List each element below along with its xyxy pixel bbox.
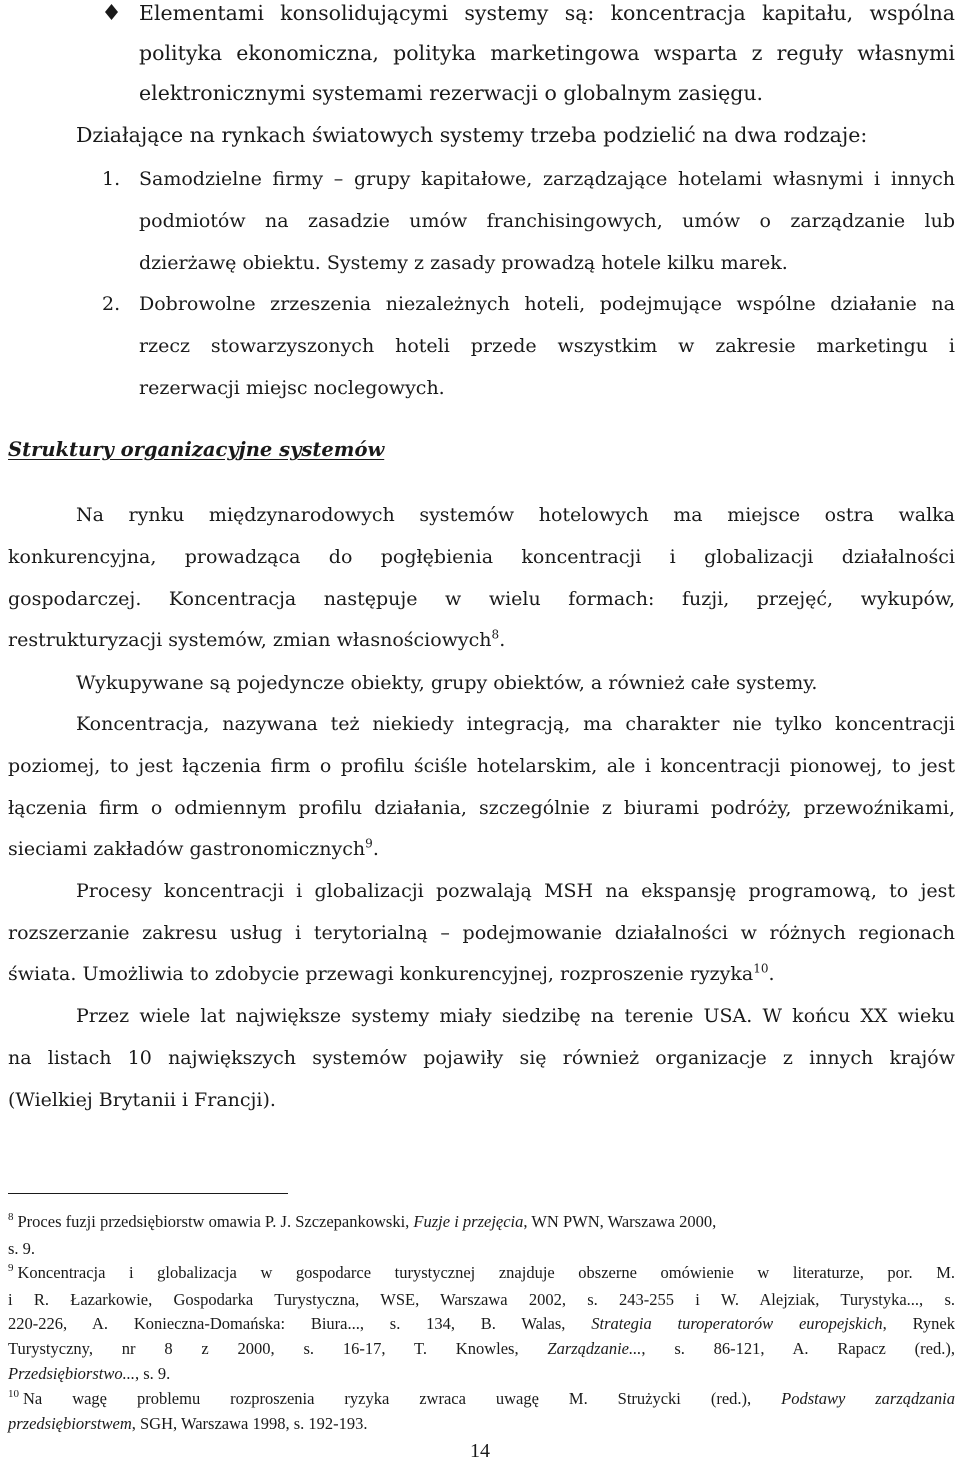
list-number: 2.: [102, 293, 121, 315]
text-line: (Wielkiej Brytanii i Francji).: [8, 1089, 276, 1111]
text-span: Na wagę problemu rozproszenia ryzyka zwraca uwagę M. Strużycki (red.),: [23, 1389, 782, 1408]
text-span: Zarządzanie...: [547, 1339, 642, 1358]
footnote-separator: [8, 1193, 288, 1194]
text-span: Fuzje i przejęcia: [413, 1212, 524, 1231]
bullet-line: Elementami konsolidującymi systemy są: koncentracja kapitału, wspólna: [139, 1, 955, 25]
text-span: , SGH, Warszawa 1998, s. 192-193.: [131, 1414, 368, 1433]
footnote-number: 9: [8, 1262, 14, 1274]
text-span: , s. 86-121, A. Rapacz (red.),: [641, 1339, 955, 1358]
text-line: Na rynku międzynarodowych systemów hotelowych ma miejsce ostra walka: [76, 504, 955, 526]
list-line: rzecz stowarzyszonych hoteli przede wszystkim w zakresie marketingu i: [139, 335, 955, 357]
footnote-line: [8, 1313, 955, 1334]
footnote-line: [8, 1413, 368, 1434]
text-span: Proces fuzji przedsiębiorstw omawia P. J. Szczepankowski,: [17, 1212, 414, 1231]
text-line: Koncentracja, nazywana też niekiedy integracją, ma charakter nie tylko koncentracji: [76, 713, 955, 735]
text-line: rozszerzanie zakresu usług i terytorialną – podejmowanie działalności w różnych regionach: [8, 922, 955, 944]
intro-line: Działające na rynkach światowych systemy trzeba podzielić na dwa rodzaje:: [76, 123, 868, 147]
text-span: Przedsiębiorstwo...: [8, 1364, 135, 1383]
text-line: Wykupywane są pojedyncze obiekty, grupy obiektów, a również całe systemy.: [76, 672, 818, 694]
text-line: łączenia firm o odmiennym profilu działania, szczególnie z biurami podróży, przewoźnikami,: [8, 797, 955, 819]
list-line: dzierżawę obiektu. Systemy z zasady prowadzą hotele kilku marek.: [139, 252, 788, 274]
text-line: konkurencyjna, prowadząca do pogłębienia koncentracji i globalizacji działalności: [8, 546, 955, 568]
text-line: Procesy koncentracji i globalizacji pozwalają MSH na ekspansję programową, to jest: [76, 880, 955, 902]
text-span: Koncentracja i globalizacja w gospodarce turystycznej znajduje obszerne omówienie w literaturze, por. M.: [17, 1263, 955, 1282]
page-number: 14: [470, 1440, 490, 1462]
footnote-ref: 10: [753, 961, 769, 976]
footnote-ref: 8: [491, 627, 500, 642]
text-span: restrukturyzacji systemów, zmian własnościowych: [8, 629, 492, 651]
list-line: podmiotów na zasadzie umów franchisingowych, umów o zarządzanie lub: [139, 210, 955, 232]
footnote-10: [8, 1388, 955, 1412]
text-span: .: [372, 838, 379, 860]
text-line: [8, 961, 775, 987]
footnote-number: 10: [8, 1388, 19, 1400]
footnote-8: [8, 1211, 716, 1235]
text-span: sieciami zakładów gastronomicznych: [8, 838, 366, 860]
text-span: , s. 9.: [134, 1364, 171, 1383]
text-line: poziomej, to jest łączenia firm o profilu ściśle hotelarskim, ale i koncentracji pionowej, to jest: [8, 755, 955, 777]
list-line: rezerwacji miejsc noclegowych.: [139, 377, 445, 399]
footnote-line: i R. Łazarkowie, Gospodarka Turystyczna, WSE, Warszawa 2002, s. 243-255 i W. Alejziak, Turystyka..., s.: [8, 1290, 955, 1309]
text-span: Turystyczny, nr 8 z 2000, s. 16-17, T. Knowles,: [8, 1339, 548, 1358]
footnote-line: [8, 1363, 170, 1384]
text-line: gospodarczej. Koncentracja następuje w wielu formach: fuzji, przejęć, wykupów,: [8, 588, 955, 610]
text-line: [8, 627, 505, 653]
diamond-bullet-icon: [105, 4, 118, 20]
list-line: Samodzielne firmy – grupy kapitałowe, zarządzające hotelami własnymi i innych: [139, 168, 955, 190]
footnote-line: s. 9.: [8, 1239, 36, 1258]
text-span: świata. Umożliwia to zdobycie przewagi konkurencyjnej, rozproszenie ryzyka: [8, 963, 754, 985]
footnote-ref: 9: [365, 836, 373, 851]
text-span: , Rynek: [882, 1314, 956, 1333]
section-heading: Struktury organizacyjne systemów: [8, 438, 385, 461]
text-span: Strategia turoperatorów europejskich: [591, 1314, 883, 1333]
text-line: [8, 836, 379, 862]
text-span: .: [768, 963, 775, 985]
text-span: .: [499, 629, 506, 651]
list-number: 1.: [102, 168, 121, 190]
footnote-line: [8, 1338, 955, 1359]
list-line: Dobrowolne zrzeszenia niezależnych hoteli, podejmujące wspólne działanie na: [139, 293, 955, 315]
footnote-9: [8, 1262, 955, 1286]
text-line: na listach 10 największych systemów pojawiły się również organizacje z innych krajów: [8, 1047, 955, 1069]
bullet-line: polityka ekonomiczna, polityka marketingowa wsparta z reguły własnymi: [139, 41, 955, 65]
bullet-line: elektronicznymi systemami rezerwacji o globalnym zasięgu.: [139, 81, 764, 105]
text-span: , WN PWN, Warszawa 2000,: [523, 1212, 717, 1231]
text-span: przedsiębiorstwem: [8, 1414, 132, 1433]
text-span: 220-226, A. Konieczna-Domańska: Biura..., s. 134, B. Walas,: [8, 1314, 592, 1333]
text-span: Podstawy zarządzania: [781, 1389, 955, 1408]
footnote-number: 8: [8, 1211, 14, 1223]
text-line: Przez wiele lat największe systemy miały siedzibę na terenie USA. W końcu XX wieku: [76, 1005, 955, 1027]
